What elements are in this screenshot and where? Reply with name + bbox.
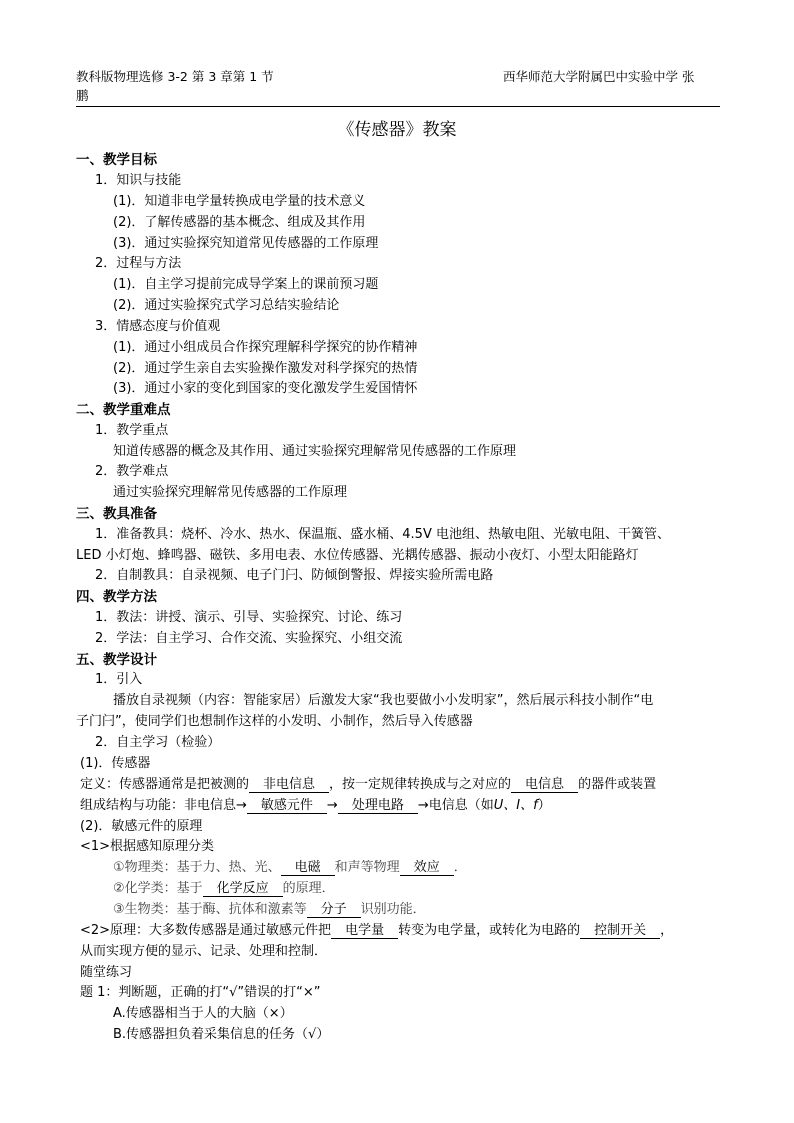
subheading: (2)．敏感元件的原理 xyxy=(80,819,203,834)
fill-blank: 电学量 xyxy=(331,923,398,939)
text: → xyxy=(326,798,338,813)
paragraph: 知道传感器的概念及其作用、通过实验探究理解常见传感器的工作原理 xyxy=(113,444,517,459)
text: 组成结构与功能：非电信息→ xyxy=(80,798,247,813)
section-heading: 一、教学目标 xyxy=(76,152,157,168)
list-item: (1)．通过小组成员合作探究理解科学探究的协作精神 xyxy=(113,340,418,355)
text: ②化学类：基于 xyxy=(113,881,203,896)
subheading: 2．过程与方法 xyxy=(95,256,182,271)
subheading: 1．知识与技能 xyxy=(95,173,182,188)
text: ①物理类：基于力、热、光、 xyxy=(113,860,281,875)
list-item: (2)．通过学生亲自去实验操作激发对科学探究的热情 xyxy=(113,361,418,376)
text: ， xyxy=(660,923,674,938)
text: →电信息（如 xyxy=(417,798,494,813)
list-item: (2)．了解传感器的基本概念、组成及其作用 xyxy=(113,215,366,230)
section-heading: 四、教学方法 xyxy=(76,589,157,605)
paragraph: 从而实现方便的显示、记录、处理和控制． xyxy=(80,944,328,959)
text: ，按一定规律转换成与之对应的 xyxy=(329,777,512,792)
list-item: (1)．知道非电学量转换成电学量的技术意义 xyxy=(113,194,366,209)
list-item: (2)．通过实验探究式学习总结实验结论 xyxy=(113,298,340,313)
paragraph: 2．自制教具：自录视频、电子门闩、防倾倒警报、焊接实验所需电路 xyxy=(95,568,494,583)
subheading: 1．教学重点 xyxy=(95,423,169,438)
header-left: 教科版物理选修 3-2 第 3 章第 1 节 xyxy=(76,69,274,84)
fill-blank: 分子 xyxy=(307,902,361,918)
subheading: 2．教学难点 xyxy=(95,464,169,479)
class-line xyxy=(113,902,426,918)
paragraph: 子门闩”，使同学们也想制作这样的小发明、小制作，然后导入传感器 xyxy=(76,714,473,729)
paragraph: 1．准备教具：烧杯、冷水、热水、保温瓶、盛水桶、4.5V 电池组、热敏电阻、光敏电阻、干簧管、 xyxy=(95,527,670,542)
subheading: 2．自主学习（检验） xyxy=(95,735,221,750)
paragraph: LED 小灯炮、蜂鸣器、磁铁、多用电表、水位传感器、光耦传感器、振动小夜灯、小型太阳能路灯 xyxy=(76,548,639,563)
header-right: 西华师范大学附属巴中实验中学 张 xyxy=(503,69,695,84)
fill-blank: 电磁 xyxy=(281,860,335,876)
question: 题 1：判断题，正确的打“√”错误的打“×” xyxy=(80,985,321,1000)
subheading: (1)．传感器 xyxy=(80,756,151,771)
paragraph: 播放自录视频（内容：智能家居）后激发大家“我也要做小小发明家”，然后展示科技小制作“电 xyxy=(113,693,654,708)
fill-blank: 电信息 xyxy=(511,777,578,793)
paragraph: 1．教法：讲授、演示、引导、实验探究、讨论、练习 xyxy=(95,610,403,625)
subheading: 随堂练习 xyxy=(80,965,133,980)
text: 的器件或装置 xyxy=(578,777,657,792)
fill-blank: 敏感元件 xyxy=(247,798,327,814)
variables: U、I、f xyxy=(493,798,538,813)
subheading: 1．引入 xyxy=(95,672,143,687)
text: <2>原理：大多数传感器是通过敏感元件把 xyxy=(80,923,332,938)
fill-blank: 控制开关 xyxy=(580,923,660,939)
header-left-cont: 鹏 xyxy=(76,88,89,103)
section-heading: 二、教学重难点 xyxy=(76,402,171,418)
list-item: (3)．通过小家的变化到国家的变化激发学生爱国情怀 xyxy=(113,381,418,396)
principle-line xyxy=(80,923,673,939)
text: 转变为电学量，或转化为电路的 xyxy=(398,923,581,938)
list-item: (1)．自主学习提前完成导学案上的课前预习题 xyxy=(113,277,379,292)
paragraph: 通过实验探究理解常见传感器的工作原理 xyxy=(113,485,348,500)
text: 识别功能． xyxy=(360,902,426,917)
list-item: (3)．通过实验探究知道常见传感器的工作原理 xyxy=(113,236,379,251)
section-heading: 三、教具准备 xyxy=(76,506,157,522)
subheading: <1>根据感知原理分类 xyxy=(80,839,215,854)
class-line xyxy=(113,860,467,876)
text: ③生物类：基于酶、抗体和激素等 xyxy=(113,902,307,917)
subheading: 3．情感态度与价值观 xyxy=(95,319,221,334)
header-rule xyxy=(76,106,720,107)
class-line xyxy=(113,881,335,897)
fill-blank: 非电信息 xyxy=(249,777,329,793)
fill-blank: 效应 xyxy=(400,860,454,876)
paragraph: 2．学法：自主学习、合作交流、实验探究、小组交流 xyxy=(95,631,403,646)
text: 的原理． xyxy=(282,881,335,896)
text: 定义：传感器通常是把被测的 xyxy=(80,777,250,792)
answer-option: A.传感器相当于人的大脑（×） xyxy=(113,1006,293,1021)
fill-blank: 处理电路 xyxy=(338,798,418,814)
text: ． xyxy=(453,860,467,875)
answer-option: B.传感器担负着采集信息的任务（√） xyxy=(113,1027,330,1042)
fill-blank: 化学反应 xyxy=(203,881,283,897)
text: ） xyxy=(537,798,551,813)
page-title: 《传感器》教案 xyxy=(337,120,457,140)
definition-line xyxy=(80,777,656,793)
composition-line xyxy=(80,798,551,814)
section-heading: 五、教学设计 xyxy=(76,652,157,668)
text: 和声等物理 xyxy=(334,860,400,875)
